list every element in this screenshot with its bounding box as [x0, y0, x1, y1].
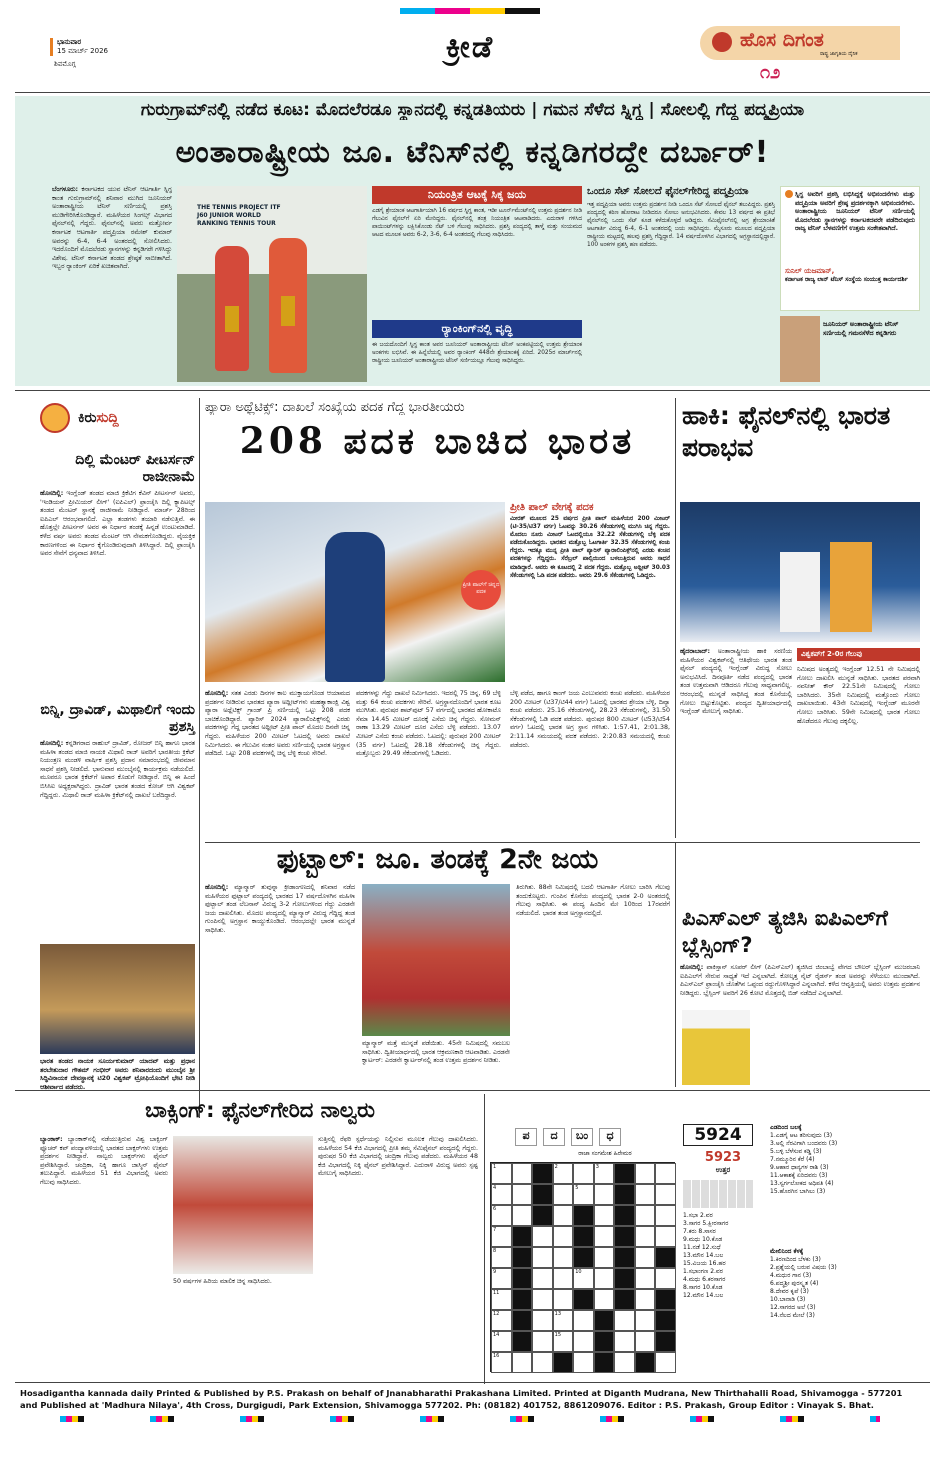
imprint-line-2: and Published at 'Madhura Nilaya', 4th Cross, Durgigudi, Park Extension, Shivamogga 577202. Ph: (08182) 401752, 8861209076. Editor : P.S. Prakash, Group Editor : Vinayak S. Bhat.: [20, 1400, 874, 1410]
crossword-cell-number: 15: [554, 1332, 562, 1338]
brief2-title: ಬಿನ್ನಿ, ದ್ರಾವಿಡ್, ಮಿಥಾಲಿಗೆ ಇಂದು ಪ್ರಶಸ್ತಿ: [40, 702, 195, 735]
crossword-cell[interactable]: [553, 1247, 574, 1268]
crossword-cell[interactable]: [635, 1289, 656, 1310]
section-title: ಕ್ರೀಡೆ: [445, 30, 495, 65]
crossword-block: [614, 1226, 635, 1247]
hockey-score-badge: ವಿಶ್ವಕಪ್‌ಗೆ 2-0ರ ಗೆಲುವು: [797, 648, 920, 661]
crossword-cell[interactable]: [553, 1310, 574, 1331]
crossword-cell[interactable]: [655, 1352, 676, 1373]
boxing-col1: [40, 1136, 168, 1372]
clue-down: 14.ನೆಲದ ಮೇಲೆ (3): [770, 1312, 815, 1319]
crossword-block: [614, 1184, 635, 1205]
answer-entry: 4.ಮಧು 6.ಕರಸಾಗರ: [683, 1276, 726, 1283]
crossword-cell[interactable]: [553, 1289, 574, 1310]
preethi-side-title: ಪ್ರೀತಿ ಪಾಲ್ ವೇಗಕ್ಕೆ ಪದಕ: [510, 502, 594, 513]
across-title: ಎಡದಿಂದ ಬಲಕ್ಕೆ: [770, 1124, 802, 1131]
crossword-cell-number: 9: [493, 1269, 497, 1275]
quote-box: [780, 186, 920, 311]
football-dateline: ಹೊಸದಿಲ್ಲಿ:: [205, 884, 229, 891]
answer-number: 5923: [704, 1150, 742, 1165]
crossword-cell[interactable]: [594, 1163, 615, 1184]
crossword-cell[interactable]: [532, 1331, 553, 1352]
player-jersey-45: [780, 552, 820, 632]
crossword-cell[interactable]: [614, 1352, 635, 1373]
header-day: ಭಾನುವಾರ: [57, 38, 82, 46]
crossword-cell[interactable]: [553, 1331, 574, 1352]
brief2-body: [40, 740, 195, 920]
crossword-cell[interactable]: [573, 1331, 594, 1352]
crossword-title: [515, 1128, 675, 1146]
psl-dateline: ಹೊಸದಿಲ್ಲಿ:: [680, 964, 704, 971]
crossword-cell[interactable]: [573, 1268, 594, 1289]
box2-title: ರ್‍ಯಾಂಕಿಂಗ್‌ನಲ್ಲಿ ವೃದ್ಧಿ: [372, 320, 582, 338]
answer-entry: 9.ಮಧು 10.ಕೊಡ: [683, 1236, 723, 1243]
crossword-block: [655, 1310, 676, 1331]
crossword-block: [512, 1331, 533, 1352]
box1-text: ಎಡಗೈ ಶ್ರೇಯಾಂಕ ಆಟಗಾರ್ತಿಯಾಗಿ 16 ವರ್ಷದ ಸ್ನಿಗ್ಧ ಕಾಂತ, ಇಡೀ ಟೂರ್ನ್‌ಮೆಂಟ್‌ನಲ್ಲಿ ಉತ್ತಮ ಪ್ರದರ್ಶನ ನೀಡಿ ಗೆಲುವಿನ ಫೈನಲ್‌ಗೆ ಏರಿ ಮೇರಿದ್ದರು. ಫೈನಲ್‌ನಲ್ಲಿ ತಂತ್ರ ನಿಯಂತ್ರಿತ ಆಟವಾಡಿದರು. ಎದುರಾಳಿ ಗಳಿಸಿದ ಪಾಯಿಂಟ್‌ಗಳನ್ನು ಲಕ್ಷಿಸಿಕೊಂಡು ನೆಟ್ ಬಳಿ ಗೆಲುವು ಸಾಧಿಸಿದರು. ಪ್ರಶಸ್ತಿ ಪಂದ್ಯದಲ್ಲಿ ತಾಳ್ಮೆ ಮತ್ತು ಸಂಯಮದ ಆಟದ ಮೂಲಕ ಅವರು 6-2, 3-6, 6-4 ಅಂತರದಲ್ಲಿ ಗೆಲುವು ಸಾಧಿಸಿದರು.: [372, 208, 582, 238]
crossword-cell[interactable]: [635, 1331, 656, 1352]
clue-across: 5.ಬಳ್ಳಿ ಬೆಳೆಸುವ ಕಡ್ಡಿ (3): [770, 1148, 822, 1155]
answer-label: ಉತ್ತರ: [715, 1166, 731, 1174]
crossword-cell-number: 5: [575, 1185, 579, 1191]
preethi-side-text: ಮೀರತ್ ಮೂಲದ 25 ವರ್ಷದ ಪ್ರೀತಿ ಪಾಲ್ ಮಹಿಳೆಯರ 200 ಮೀಟರ್ (ಟಿ-35/ಟಿ37 ವರ್ಗ) ಓಟವನ್ನು 30.26 ಸೆಕೆಂಡುಗಳಲ್ಲಿ ಮುಗಿಸಿ ಚಿನ್ನ ಗೆದ್ದರು. ಮೊದಲು ನೂರು ಮೀಟರ್ ಓಟದಲ್ಲಿಯೂ 32.22 ಸೆಕೆಂಡುಗಳಲ್ಲಿ ಬೆಳ್ಳಿ ಪದಕ ಪಡೆದುಕೊಂಡಿದ್ದರು. ಭಾರತದ ಮತ್ತೊಬ್ಬ ಓಟಗಾರ್ತಿ 32.35 ಸೆಕೆಂಡುಗಳಲ್ಲಿ ಕಂಚು ಗೆದ್ದರು. ಇದಕ್ಕೂ ಮುನ್ನ ಪ್ರೀತಿ ಪಾಲ್ ಪ್ಯಾರಿಸ್ ಪ್ಯಾರಾಲಿಂಪಿಕ್ಸ್‌ನಲ್ಲಿ ಎರಡು ಕಂಚಿನ ಪದಕಗಳನ್ನು ಗೆದ್ದಿದ್ದರು. ಸೆರೆಬ್ರಲ್ ಪಾಲ್ಸಿಯಿಂದ ಬಳಲುತ್ತಿರುವ ಅವರು ಸಾಧನೆ ಮಾಡಿದ್ದಾರೆ. ಅವರು ಈ ಕೂಟದಲ್ಲಿ 2 ಪದಕ ಗೆದ್ದರು. ಮತ್ತೊಬ್ಬ ಅಥ್ಲೀಟ್ 30.03 ಸೆಕೆಂಡುಗಳಲ್ಲಿ ಓಡಿ ಪದಕ ಪಡೆದರು. ಅವರು 29.6 ಸೆಕೆಂಡುಗಳಲ್ಲಿ ಓಡಿದ್ದರು.: [510, 516, 670, 579]
quote-author: ಸುನಿಲ್ ಯಜಮಾನ್,: [785, 267, 835, 275]
boxing-dateline: ಬ್ಯಾಂಕಾಕ್:: [40, 1136, 63, 1143]
box1-title: ನಿಯಂತ್ರಿತ ಆಟಕ್ಕೆ ಸಿಕ್ಕ ಜಯ: [372, 186, 582, 204]
brief1-dateline: ಹೊಸದಿಲ್ಲಿ:: [40, 490, 64, 497]
siddhivinayak-photo: [40, 944, 195, 1054]
crossword-block: [655, 1331, 676, 1352]
crossword-block: [553, 1352, 574, 1373]
crossword-cell-number: 16: [493, 1353, 500, 1359]
crossword-cell-number: 10: [575, 1269, 582, 1275]
crossword-cell[interactable]: [491, 1184, 512, 1205]
crossword-cell[interactable]: [655, 1163, 676, 1184]
crossword-cell[interactable]: [553, 1205, 574, 1226]
crossword-block: [594, 1331, 615, 1352]
clues-down: [770, 1248, 922, 1380]
crossword-block: [614, 1289, 635, 1310]
crossword-cell[interactable]: [635, 1247, 656, 1268]
clue-down: 2.ಪ್ರಶ್ನೆಯಲ್ಲಿ ಬರುವ ವಿಷಯ (3): [770, 1264, 837, 1271]
para-kicker: ಪ್ಯಾರಾ ಅಥ್ಲೆಟಿಕ್ಸ್: ದಾಖಲೆ ಸಂಖ್ಯೆಯ ಪದಕ ಗೆದ್ದ ಭಾರತೀಯರು: [205, 400, 465, 415]
crossword-cell-number: 4: [493, 1185, 497, 1191]
tennis-winners-photo: [177, 186, 367, 382]
clue-across: 3.ಅಲ್ಲಿ ನೆರವಿಗಾಗಿ ಬಂದವರು (3): [770, 1140, 838, 1147]
logo-text: ಹೊಸ ದಿಗಂತ: [740, 29, 824, 51]
football-team-photo: [362, 884, 510, 1036]
page-number: ೧೨: [760, 62, 781, 83]
blessing-photo: [682, 1010, 750, 1085]
clue-down: 4.ಮಧುರ ಗಾನ (3): [770, 1272, 812, 1279]
crossword-block: [614, 1205, 635, 1226]
football-text1: ಮ್ಯಾನ್ಮಾರ್ ತುವುನ್ನಾ ಕ್ರೀಡಾಂಗಣದಲ್ಲಿ ಶನಿವಾರ ನಡೆದ ಮಹಿಳೆಯರ ಫುಟ್ಬಾಲ್ ಪಂದ್ಯದಲ್ಲಿ ಭಾರತದ 17 ವರ್ಷದೊಳಗಿನ ಮಹಿಳಾ ಫುಟ್ಬಾಲ್ ತಂಡ ಲೆಬನಾನ್ ವಿರುದ್ಧ 3-2 ಗೋಲುಗಳಿಂದ ಗೆದ್ದು ಎರಡನೇ ಜಯ ದಾಖಲಿಸಿತು. ಮೊದಲ ಪಂದ್ಯದಲ್ಲಿ ಮ್ಯಾನ್ಮಾರ್ ವಿರುದ್ಧ ಗೆದ್ದಿದ್ದ ತಂಡ ಗುಂಪಿನಲ್ಲಿ ಅಗ್ರಸ್ಥಾನ ಕಾಯ್ದುಕೊಂಡಿದೆ. ಆರಂಭದಲ್ಲೇ ಭಾರತ ಮುನ್ನಡೆ ಸಾಧಿಸಿತು.: [205, 884, 355, 934]
crossword-cell[interactable]: [512, 1184, 533, 1205]
crossword-cell[interactable]: [491, 1226, 512, 1247]
header-city: ಶಿವಮೊಗ್ಗ: [54, 60, 76, 68]
crossword-cell[interactable]: [573, 1163, 594, 1184]
football-col2: ಮ್ಯಾನ್ಮಾರ್ ಮತ್ತೆ ಮುನ್ನಡೆ ಪಡೆಯಿತು. 45ನೇ ನಿಮಿಷದಲ್ಲಿ ಸಮಬಲ ಸಾಧಿಸಿತು. ದ್ವಿತೀಯಾರ್ಧದಲ್ಲಿ ಭಾರತ ಆಕ್ರಮಣಕಾರಿ ಆಟವಾಡಿತು. ಎರಡನೇ ಕ್ವಾರ್ಟರ್: ಎರಡನೇ ಕ್ವಾರ್ಟರ್‌ನಲ್ಲಿ ತಂಡ ಉತ್ತಮ ಪ್ರದರ್ಶನ ನೀಡಿತು.: [362, 1040, 510, 1065]
lead-intro: [52, 186, 172, 381]
header-date: 15 ಮಾರ್ಚ್ 2026: [57, 47, 108, 55]
header-date-block: [50, 38, 140, 69]
hand-icon: [40, 403, 70, 433]
answer-entry: 3.ಸಾಗರ 5.ಕ್ಷೀರಸಾಗರ: [683, 1220, 729, 1227]
logo-tagline: ರಾಷ್ಟ್ರ ಜಾಗೃತಿಯ ದೈನಿಕ: [820, 51, 858, 57]
lead-photo-caption: ಜೂನಿಯರ್ ಅಂತಾರಾಷ್ಟ್ರೀಯ ಟೆನಿಸ್ ಸರ್ಣಿಯಲ್ಲಿ ಗಮನಸೆಳೆದ ಕನ್ನಡಿಗರು: [823, 320, 899, 337]
crossword-cell[interactable]: [532, 1310, 553, 1331]
para-dateline: ಹೊಸದಿಲ್ಲಿ:: [205, 690, 229, 697]
crossword-cell[interactable]: [594, 1205, 615, 1226]
crossword-cell[interactable]: [491, 1310, 512, 1331]
crossword-cell[interactable]: [594, 1247, 615, 1268]
clue-down: 8.ದೇವರ ಕೃಪೆ (3): [770, 1288, 809, 1295]
quote-icon: [785, 190, 793, 198]
answer-entry: 15.ವಿಜಯ 16.ಹರ: [683, 1260, 726, 1267]
crossword-cell[interactable]: [512, 1205, 533, 1226]
crossword-cell-number: 2: [554, 1164, 558, 1170]
clue-across: 13.ಸ್ವರ್ಗಲೋಕದ ಅಧಿಪತಿ (4): [770, 1180, 834, 1187]
crossword-block: [512, 1268, 533, 1289]
clue-across: 11.ಆಕಾಶಕ್ಕೆ ಏರಿದವನು (3): [770, 1172, 828, 1179]
hockey-dateline: ಹೈದರಾಬಾದ್:: [680, 648, 711, 655]
box2-text: ಈ ಜಯದೊಂದಿಗೆ ಸ್ನಿಗ್ಧ ಕಾಂತ ಅವರ ಜೂನಿಯರ್ ಅಂತಾರಾಷ್ಟ್ರೀಯ ಟೆನಿಸ್ ಅಂಕಪಟ್ಟಿಯಲ್ಲಿ ಉತ್ತಮ ಶ್ರೇಯಾಂಕ ಅಂಕಗಳು ಲಭಿಸಿವೆ. ಈ ಹಿನ್ನೆಲೆಯಲ್ಲಿ ಅವರ ರ್‍ಯಾಂಕಿಂಗ್ 448ನೇ ಶ್ರೇಯಾಂಕಕ್ಕೆ ಏರಿದೆ. 2025ರ ಮಾರ್ಚ್‌ನಲ್ಲಿ ರಾಷ್ಟ್ರೀಯ ಜೂನಿಯರ್ ಅಂತಾರಾಷ್ಟ್ರೀಯ ಟೆನಿಸ್ ಸರ್ಣಿಯಲ್ಲೂ ಗೆಲುವು ಸಾಧಿಸಿದ್ದರು.: [372, 342, 582, 364]
puzzle-number: 5924: [683, 1124, 753, 1146]
crossword-author: ರಾಜಾ ಸಂಗಮೇಶ ಹಿರೇಮಠ: [578, 1150, 632, 1157]
crossword-block: [614, 1268, 635, 1289]
crossword-title-c: ಬಂ: [571, 1128, 593, 1146]
football-col1: [205, 884, 355, 1084]
crossword-cell-number: 8: [493, 1248, 497, 1254]
crossword-cell-number: 1: [493, 1164, 497, 1170]
crossword-cell-number: 3: [595, 1164, 599, 1170]
crossword-block: [532, 1205, 553, 1226]
crossword-block: [512, 1226, 533, 1247]
crossword-cell[interactable]: [635, 1163, 656, 1184]
crossword-cell[interactable]: [491, 1289, 512, 1310]
crossword-cell[interactable]: [573, 1352, 594, 1373]
boxing-photo-caption: 50 ವರ್ಷಗಳ ಹಿರಿಯ ಮಾಲಿಕ ಚಿನ್ನ ಸಾಧಿಸಿದರು.: [173, 1278, 272, 1285]
crossword-cell[interactable]: [553, 1268, 574, 1289]
hockey-text1: ಅಂತಾರಾಷ್ಟ್ರೀಯ ಹಾಕಿ ಸರಣಿಯ ಮಹಿಳೆಯರ ವಿಶ್ವಕಪ್‌ನಲ್ಲಿ ಆತಿಥೇಯ ಭಾರತ ತಂಡ ಫೈನಲ್ ಪಂದ್ಯದಲ್ಲಿ ಇಂಗ್ಲೆಂಡ್ ವಿರುದ್ಧ ಸೋಲು ಅನುಭವಿಸಿದೆ. ದಿನಪೂರ್ತಿ ನಡೆದ ಪಂದ್ಯದಲ್ಲಿ ಭಾರತ ತಂಡ ಉತ್ತಮವಾಗಿ ಆಡಿದರೂ ಗೆಲುವು ಸಾಧ್ಯವಾಗಲಿಲ್ಲ. ಆರಂಭದಲ್ಲಿ ಮುನ್ನಡೆ ಸಾಧಿಸಿದ್ದ ತಂಡ ಕೊನೆಯಲ್ಲಿ ಗೋಲು ಬಿಟ್ಟುಕೊಟ್ಟಿತು. ಪಂದ್ಯದ ದ್ವಿತೀಯಾರ್ಧದಲ್ಲಿ ಇಂಗ್ಲೆಂಡ್ ಮೇಲುಗೈ ಸಾಧಿಸಿತು.: [680, 648, 792, 716]
crossword-cell[interactable]: [512, 1163, 533, 1184]
athlete-figure: [325, 532, 385, 682]
para-col3: ಬೆಳ್ಳಿ ಪಡೆದ, ಹಾಗೂ ಕಾಂಗ್ ಜಯ ಎಂಬುವವರು ಕಂಚು ಪಡೆದರು. ಮಹಿಳೆಯರ 200 ಮೀಟರ್ (ಟಿ37/ಟಿ44 ವರ್ಗ) ಓಟದಲ್ಲಿ ಭಾರತದ ಶ್ರೇಯಾ ಬೆಳ್ಳಿ, ದಿವ್ಯಾ ಕಂಚು ಪಡೆದರು. 25.16 ಸೆಕೆಂಡುಗಳಲ್ಲಿ, 28.23 ಸೆಕೆಂಡುಗಳಲ್ಲಿ, 31.50 ಸೆಕೆಂಡುಗಳಲ್ಲಿ ಓಡಿ ಪದಕ ಪಡೆದರು. ಪುರುಷರ 800 ಮೀಟರ್ (ಟಿ53/ಟಿ54 ವರ್ಗ) ಓಟದಲ್ಲಿ ಭಾರತ ಅಗ್ರ ಸ್ಥಾನ ಗಳಿಸಿತು. 1:57.41, 2:01.38, 2:11.14 ಸಮಯದಲ್ಲಿ ಪದಕ ಪಡೆದರು. 2:20.83 ಸಮಯದಲ್ಲಿ ಕಂಚು ಪಡೆದರು.: [510, 690, 670, 749]
lead-intro-text: ಕರ್ನಾಟಕದ ಯುವ ಟೆನಿಸ್ ಆಟಗಾರ್ತಿ ಸ್ನಿಗ್ಧ ಕಾಂತ ಗುರುಗ್ರಾಮ್‌ನಲ್ಲಿ ಶನಿವಾರ ಮುಗಿದ ಜೂನಿಯರ್ ಅಂತಾರಾಷ್ಟ್ರೀಯ ಟೆನಿಸ್ ಸರ್ಣಿಯಲ್ಲಿ ಪ್ರಶಸ್ತಿ ಮುಡಿಗೇರಿಸಿಕೊಂಡಿದ್ದಾರೆ. ಮಹಿಳೆಯರ ಸಿಂಗಲ್ಸ್ ವಿಭಾಗದ ಫೈನಲ್‌ನಲ್ಲಿ ಗೆದ್ದರು. ಫೈನಲ್‌ನಲ್ಲಿ ಅವರು ಮತ್ತೋರ್ವ ಕರ್ನಾಟಕ ಆಟಗಾರ್ತಿ ಪದ್ಮಪ್ರಿಯಾ ರಮೇಶ್ ಕುಮಾರ್ ಅವರನ್ನು 6-4, 6-4 ಅಂತರದಲ್ಲಿ ಸೋಲಿಸಿದರು. ಇದರೊಂದಿಗೆ ಮೊದಲೆರಡು ಸ್ಥಾನಗಳನ್ನು ಕನ್ನಡಿಗರೇ ಗಳಿಸಿದ್ದು ವಿಶೇಷ. ಟೆನಿಸ್ ಕರ್ನಾಟಕ ತಂಡದ ಶ್ರೇಷ್ಠತೆ ಸಾಬೀತಾಗಿದೆ. ಇಬ್ಬರ ರ್‍ಯಾಂಕಿಂಗ್ ಏರಿಕೆ ಖಚಿತವಾಗಿದೆ.: [52, 186, 172, 271]
crossword-block: [573, 1226, 594, 1247]
answer-grid: [683, 1180, 753, 1208]
boxing-col2: ಸುತ್ತಿನಲ್ಲಿ ರೆಫರಿ ಸ್ಪರ್ಧೆಯನ್ನು ನಿಲ್ಲಿಸುವ ಮೂಲಕ ಗೆಲುವು ದಾಖಲಿಸಿದರು. ಮಹಿಳೆಯರ 54 ಕೆಜಿ ವಿಭಾಗದಲ್ಲಿ ಪ್ರೀತಿ ತಮ್ಮ ಸೆಮಿಫೈನಲ್ ಪಂದ್ಯದಲ್ಲಿ ಗೆದ್ದರು. ಪುರುಷರ 50 ಕೆಜಿ ವಿಭಾಗದಲ್ಲಿ ಚಂದ್ರಿಕಾ ಗೆಲುವು ಪಡೆದರು. ಮಹಿಳೆಯರ 48 ಕೆಜಿ ವಿಭಾಗದಲ್ಲಿ ನಿಕ್ಕಿ ಫೈನಲ್ ಪ್ರವೇಶಿಸಿದ್ದಾರೆ. ಎದುರಾಳಿ ವಿರುದ್ಧ ಅವರು ಸ್ಪಷ್ಟ ಮೇಲುಗೈ ಸಾಧಿಸಿದರು.: [318, 1136, 478, 1178]
crossword-block: [512, 1289, 533, 1310]
answer-entry: 13.ಮೌನ 14.ಬಲ: [683, 1252, 724, 1259]
crossword-block: [614, 1247, 635, 1268]
crossword-block: [532, 1163, 553, 1184]
crossword-block: [655, 1247, 676, 1268]
player-portrait: [780, 316, 820, 382]
trophy-icon-2: [281, 296, 295, 326]
crossword-cell[interactable]: [491, 1247, 512, 1268]
crossword-cell[interactable]: [594, 1184, 615, 1205]
controlled-play-box: [372, 186, 582, 382]
brief2-text: ಕನ್ನಡಿಗರಾದ ರಾಹುಲ್ ದ್ರಾವಿಡ್, ರೋಜರ್ ಬಿನ್ನಿ ಹಾಗೂ ಭಾರತ ಮಹಿಳಾ ತಂಡದ ಮಾಜಿ ನಾಯಕಿ ಮಿಥಾಲಿ ರಾಜ್ ಅವರಿಗೆ ಭಾರತೀಯ ಕ್ರಿಕೆಟ್ ನಿಯಂತ್ರಣ ಮಂಡಳಿ ವಾರ್ಷಿಕ ಪ್ರಶಸ್ತಿ ಪ್ರದಾನ ಸಮಾರಂಭದಲ್ಲಿ ಜೀವಮಾನ ಸಾಧನೆ ಪ್ರಶಸ್ತಿ ನೀಡಲಿದೆ. ಭಾನುವಾರ ಮುಂಬೈನಲ್ಲಿ ಕಾರ್ಯಕ್ರಮ ನಡೆಯಲಿದೆ. ಮೂವರೂ ಭಾರತ ಕ್ರಿಕೆಟ್‌ಗೆ ಅಪಾರ ಕೊಡುಗೆ ನೀಡಿದ್ದಾರೆ. ಬಿನ್ನಿ ಈ ಹಿಂದೆ ಬಿಸಿಸಿಐ ಅಧ್ಯಕ್ಷರಾಗಿದ್ದರು. ದ್ರಾವಿಡ್ ಭಾರತ ತಂಡದ ಕೋಚ್ ಆಗಿ ವಿಶ್ವಕಪ್ ಗೆದ್ದಿದ್ದರು. ಮಿಥಾಲಿ ರಾಜ್ ಮಹಿಳಾ ಕ್ರಿಕೆಟ್‌ನಲ್ಲಿ ದಾಖಲೆ ಬರೆದಿದ್ದಾರೆ.: [40, 740, 195, 799]
crossword-block: [512, 1247, 533, 1268]
crossword-cell[interactable]: [553, 1226, 574, 1247]
crossword-grid[interactable]: [490, 1162, 675, 1372]
crossword-block: [594, 1310, 615, 1331]
answer-entry: 7.ಕರು 8.ಸಾಸರ: [683, 1228, 716, 1235]
crossword-cell[interactable]: [635, 1184, 656, 1205]
crossword-block: [655, 1289, 676, 1310]
crossword-cell[interactable]: [635, 1226, 656, 1247]
crossword-title-b: ದ: [543, 1128, 565, 1146]
crossword-cell[interactable]: [553, 1163, 574, 1184]
crossword-cell[interactable]: [532, 1352, 553, 1373]
answer-entry: 1.ಸಭಾಂಗಣ 2.ವರ: [683, 1268, 723, 1275]
box3-title: ಒಂದೂ ಸೆಟ್ ಸೋಲದೆ ಫೈನಲ್‌ಗೇರಿದ್ದ ಪದ್ಮಪ್ರಿಯಾ: [587, 186, 749, 197]
quote-role: ಕರ್ನಾಟಕ ರಾಜ್ಯ ಲಾನ್ ಟೆನಿಸ್ ಸಂಸ್ಥೆಯ ಸಂಯುಕ್ತ ಕಾರ್ಯದರ್ಶಿ: [785, 276, 908, 283]
clue-down: 10.ಬಾನಾಡಿ (3): [770, 1296, 806, 1303]
preethi-pal-photo: [205, 502, 505, 682]
crossword-cell[interactable]: [553, 1184, 574, 1205]
crossword-cell[interactable]: [532, 1289, 553, 1310]
padmapriya-box: [587, 186, 775, 382]
answer-across-list: [683, 1212, 763, 1380]
photo-banner-text: THE TENNIS PROJECT ITF J60 JUNIOR WORLD RANKING TENNIS TOUR: [197, 204, 281, 227]
badge-text: ಪ್ರೀತಿ ಪಾಲ್‌ಗೆ ಚಿನ್ನದ ಪದಕ: [462, 582, 500, 595]
crossword-cell[interactable]: [491, 1163, 512, 1184]
hockey-col1: [680, 648, 792, 838]
crossword-cell[interactable]: [532, 1247, 553, 1268]
brief2-dateline: ಹೊಸದಿಲ್ಲಿ:: [40, 740, 64, 747]
psl-text: ಪಾಕಿಸ್ತಾನ್ ಸೂಪರ್ ಲೀಗ್ (ಪಿಎಸ್‌ಎಲ್) ತ್ಯಜಿಸಿದ ಜಿಂಬಾಬ್ವೆ ವೇಗದ ಬೌಲರ್ ಬ್ಲೆಸ್ಸಿಂಗ್ ಮುಜರಬಾನಿ ಐಪಿಎಲ್‌ಗೆ ಸೇರುವ ಸಾಧ್ಯತೆ ಇದೆ ಎನ್ನಲಾಗಿದೆ. ಕೋಲ್ಕತ್ತ ನೈಟ್ ರೈಡರ್ಸ್ ತಂಡ ಅವರನ್ನು ಸೆಳೆಯಲು ಮುಂದಾಗಿದೆ. ಪಿಎಸ್‌ಎಲ್ ಫ್ರಾಂಚೈಸಿ ಜೊತೆಗಿನ ಒಪ್ಪಂದ ರದ್ದುಗೊಳಿಸಿದ್ದಾರೆ ಎನ್ನಲಾಗಿದೆ. ಕಳೆದ ಆವೃತ್ತಿಯಲ್ಲಿ ಅವರು ಉತ್ತಮ ಪ್ರದರ್ಶನ ನೀಡಿದ್ದರು. ಬ್ಲೆಸ್ಸಿಂಗ್ ಅವರಿಗೆ 26 ಕೋಟಿ ಮೊತ್ತದಲ್ಲಿ ಬಿಡ್ ನಡೆದಿದೆ ಎನ್ನಲಾಗಿದೆ.: [680, 964, 920, 997]
down-title: ಮೇಲಿನಿಂದ ಕೆಳಕ್ಕೆ: [770, 1248, 804, 1255]
clue-across: 9.ಆಹಾರ ಧಾನ್ಯಗಳ ರಾಶಿ (3): [770, 1164, 829, 1171]
psl-headline: ಪಿಎಸ್‌ಎಲ್ ತ್ಯಜಿಸಿ ಐಪಿಎಲ್‌ಗೆ ಬ್ಲೆಸ್ಸಿಂಗ್?: [682, 906, 888, 957]
crossword-cell[interactable]: [635, 1310, 656, 1331]
brief1-text: ಇಂಗ್ಲೆಂಡ್ ತಂಡದ ಮಾಜಿ ಕ್ರಿಕೆಟಿಗ ಕೆವಿನ್ ಪೀಟರ್ಸನ್ ಅವರು, 'ಇಂಡಿಯನ್ ಪ್ರೀಮಿಯರ್ ಲೀಗ್' (ಐಪಿಎಲ್) ಫ್ರಾಂಚೈಸಿ ದಿಲ್ಲಿ ಕ್ಯಾಪಿಟಲ್ಸ್ ತಂಡದ ಮೆಂಟರ್ ಸ್ಥಾನಕ್ಕೆ ರಾಜೀನಾಮೆ ನೀಡಿದ್ದಾರೆ. ಮಾರ್ಚ್ 28ರಿಂದ ಐಪಿಎಲ್ ಆರಂಭವಾಗಲಿದೆ. ಎಲ್ಲಾ ತಂಡಗಳು ತಯಾರಿ ನಡೆಸುತ್ತಿವೆ. ಈ ಹೊತ್ತಲ್ಲೇ ಪೀಟರ್ಸನ್ ಅವರ ಈ ನಿರ್ಧಾರ ತಂಡಕ್ಕೆ ಹಿನ್ನಡೆ ಉಂಟುಮಾಡಿದೆ. ಕಳೆದ ವರ್ಷ ಅವರು ತಂಡದ ಮೆಂಟರ್ ಆಗಿ ನೇಮಕಗೊಂಡಿದ್ದರು. ವೈಯಕ್ತಿಕ ಕಾರಣಗಳಿಂದ ಈ ನಿರ್ಧಾರ ಕೈಗೊಂಡಿರುವುದಾಗಿ ತಿಳಿಸಿದ್ದಾರೆ. ದಿಲ್ಲಿ ಫ್ರಾಂಚೈಸಿ ಅವರ ಸೇವೆಗೆ ಧನ್ಯವಾದ ತಿಳಿಸಿದೆ.: [40, 490, 195, 558]
registration-mark-top: [400, 8, 540, 14]
lead-strap: ಗುರುಗ್ರಾಮ್‌ನಲ್ಲಿ ನಡೆದ ಕೂಟ: ಮೊದಲೆರಡೂ ಸ್ಥಾನದಲ್ಲಿ ಕನ್ನಡತಿಯರು | ಗಮನ ಸೆಳೆದ ಸ್ನಿಗ್ಧ | ಸೋಲಲ್ಲಿ ಗೆದ್ದ ಪದ್ಮಪ್ರಿಯಾ: [140, 100, 805, 120]
crossword-cell[interactable]: [614, 1310, 635, 1331]
football-col3: ತಿರುಗಿತು. 88ನೇ ನಿಮಿಷದಲ್ಲಿ ಬದಲಿ ಆಟಗಾರ್ತಿ ಗೋಲು ಬಾರಿಸಿ ಗೆಲುವು ತಂದುಕೊಟ್ಟರು. ಗುಂಪಿನ ಕೊನೆಯ ಪಂದ್ಯದಲ್ಲಿ ಭಾರತ 2-0 ಅಂತರದಲ್ಲಿ ಗೆಲುವು ಸಾಧಿಸಿತು. ಈ ಪಂದ್ಯ ಹಿಂದಿನ ಮೇ 10ರಿಂದ 17ರವರೆಗೆ ನಡೆಯಲಿದೆ. ಭಾರತ ತಂಡ ಅಗ್ರಸ್ಥಾನದಲ್ಲಿದೆ.: [516, 884, 670, 917]
boxing-text1: ಬ್ಯಾಂಕಾಕ್‌ನಲ್ಲಿ ನಡೆಯುತ್ತಿರುವ ವಿಶ್ವ ಬಾಕ್ಸಿಂಗ್ ಫ್ಯೂಚರ್ ಕಪ್ ಪಂದ್ಯಾವಳಿಯಲ್ಲಿ ಭಾರತದ ಬಾಕ್ಸರ್‌ಗಳು ಉತ್ತಮ ಪ್ರದರ್ಶನ ನೀಡಿದ್ದಾರೆ. ನಾಲ್ವರು ಬಾಕ್ಸರ್‌ಗಳು ಫೈನಲ್ ಪ್ರವೇಶಿಸಿದ್ದಾರೆ. ಚಂದ್ರಿಕಾ, ನಿಕ್ಕಿ ಹಾಗೂ ಜಾಸ್ಮಿನ್ ಫೈನಲ್ ತಲುಪಿದ್ದಾರೆ. ಮಹಿಳೆಯರ 51 ಕೆಜಿ ವಿಭಾಗದಲ್ಲಿ ಅವರು ಗೆಲುವು ಸಾಧಿಸಿದರು.: [40, 1136, 168, 1186]
answer-entry: 11.ನಡೆ 12.ಸುಧೆ: [683, 1244, 721, 1251]
para-text1: ಸತತ ಎರಡು ದಿನಗಳ ಕಾಲ ಮುಕ್ತಾಯಗೊಂಡ ಆಯಾಮದ ಪ್ರದರ್ಶನ ನೀಡಿರುವ ಭಾರತದ ಪ್ಯಾರಾ ಅಥ್ಲೀಟ್‌ಗಳು ಮಹತ್ವಾಕಾಂಕ್ಷಿ ವಿಶ್ವ ಪ್ಯಾರಾ ಅಥ್ಲೆಟಿಕ್ಸ್ ಗ್ರಾಂಡ್ ಪ್ರಿ ಸರ್ಣಿಯಲ್ಲಿ ಒಟ್ಟು 208 ಪದಕ ಬಾಚಿಕೊಂಡಿದ್ದಾರೆ. ಪ್ಯಾರಿಸ್ 2024 ಪ್ಯಾರಾಲಿಂಪಿಕ್ಸ್‌ನಲ್ಲಿ ಎರಡು ಪದಕಗಳನ್ನು ಗೆದ್ದ ಭಾರತದ ಅಥ್ಲೀಟ್ ಪ್ರೀತಿ ಪಾಲ್ ಮೊದಲ ದಿನವೇ ಚಿನ್ನ ಗೆದ್ದರು. ಮಹಿಳೆಯರ 200 ಮೀಟರ್ ಓಟದಲ್ಲಿ ಅವರು ದಾಖಲೆ ನಿರ್ಮಿಸಿದರು. ಈ ಗೆಲುವಿನ ನಂತರ ಅವರು ಸರ್ಣಿಯಲ್ಲಿ ಭಾರತ ಅಗ್ರಸ್ಥಾನ ಪಡೆದಿದೆ. ಒಟ್ಟು 208 ಪದಕಗಳಲ್ಲಿ ಚಿನ್ನ ಬೆಳ್ಳಿ ಕಂಚು ಸೇರಿವೆ.: [205, 690, 350, 758]
clues-across: [770, 1124, 922, 1244]
crossword-cell-number: 12: [493, 1311, 500, 1317]
crossword-cell[interactable]: [594, 1268, 615, 1289]
crossword-block: [532, 1184, 553, 1205]
para-col1: [205, 690, 350, 840]
crossword-cell[interactable]: [594, 1226, 615, 1247]
crossword-title-d: ಧ: [599, 1128, 621, 1146]
crossword-block: [573, 1289, 594, 1310]
crossword-cell[interactable]: [635, 1268, 656, 1289]
logo-lotus-icon: [712, 32, 732, 52]
player-jersey-2: [830, 542, 872, 632]
trophy-icon: [225, 306, 239, 332]
crossword-cell[interactable]: [635, 1205, 656, 1226]
hockey-team-photo: [680, 502, 920, 642]
crossword-cell[interactable]: [512, 1352, 533, 1373]
clue-across: 1.ಎಡಗೈ ಆಟ ತರಿಸುವುದು (3): [770, 1132, 833, 1139]
crossword-block: [614, 1163, 635, 1184]
clue-across: 15.ಹೊರಗಿನ ಬಾಗಿಲು (3): [770, 1188, 826, 1195]
crossword-cell[interactable]: [491, 1331, 512, 1352]
brief1-title: ದಿಲ್ಲಿ ಮೆಂಟರ್ ಪೀಟರ್ಸನ್ ರಾಜೀನಾಮೆ: [75, 452, 195, 485]
clue-across: 7.ನಮ್ಮೂರಿನ ಕೆರೆ (4): [770, 1156, 815, 1163]
crossword-cell-number: 11: [493, 1290, 500, 1296]
imprint-line-1: Hosadigantha kannada daily Printed & Published by P.S. Prakash on behalf of Jnanabharathi Prakashana Limited. Printed at Diganth Mudrana, New Thirthahalli Road, Shivamogga - 577201: [20, 1388, 903, 1398]
masthead-logo: [700, 26, 900, 60]
para-headline: 208 ಪದಕ ಬಾಚಿದ ಭಾರತ: [239, 420, 636, 462]
crossword-cell[interactable]: [655, 1184, 676, 1205]
gold-medal-badge: [461, 570, 501, 610]
crossword-cell[interactable]: [655, 1268, 676, 1289]
crossword-cell[interactable]: [491, 1205, 512, 1226]
kirusuddi-label-b: ಸುದ್ದಿ: [96, 410, 119, 426]
crossword-cell[interactable]: [573, 1184, 594, 1205]
boxing-team-photo: [173, 1136, 313, 1274]
crossword-cell-number: 13: [554, 1311, 562, 1317]
crossword-cell-number: 6: [493, 1206, 497, 1212]
crossword-block: [594, 1352, 615, 1373]
box3-text: ಇತ್ತ ಪದ್ಮಪ್ರಿಯಾ ಅವರು ಉತ್ತಮ ಪ್ರದರ್ಶನ ನೀಡಿ ಒಂದೂ ಸೆಟ್ ಸೋಲದೆ ಫೈನಲ್ ತಲುಪಿದ್ದರು. ಪ್ರಶಸ್ತಿ ಪಂದ್ಯದಲ್ಲಿ ಕಠಿಣ ಹೋರಾಟ ನೀಡಿದರೂ ಸೋಲು ಅನುಭವಿಸಿದರು. ಕೇವಲ 13 ವರ್ಷದ ಈ ಪ್ರತಿಭೆ ಫೈನಲ್‌ನಲ್ಲಿ ಒಂದು ಸೆಟ್ ಕೂಡ ಕಳೆದುಕೊಳ್ಳದೆ ಆಡಿದ್ದರು. ಸೆಮಿಫೈನಲ್‌ನಲ್ಲಿ ಅಗ್ರ ಶ್ರೇಯಾಂಕಿತೆ ಆಟಗಾರ್ತಿ ವಿರುದ್ಧ 6-4, 6-1 ಅಂತರದಲ್ಲಿ ಜಯ ಸಾಧಿಸಿದ್ದರು. ಮೈಸೂರು ಮೂಲದ ಪದ್ಮಪ್ರಿಯಾ ರಾಷ್ಟ್ರೀಯ ಮಟ್ಟದಲ್ಲಿ ಹಲವು ಪ್ರಶಸ್ತಿ ಗೆದ್ದಿದ್ದಾರೆ. 14 ವರ್ಷದೊಳಗಿನ ವಿಭಾಗದಲ್ಲಿ ಅಗ್ರಸ್ಥಾನದಲ್ಲಿದ್ದಾರೆ. 100 ಅಂಕಗಳ ಪ್ರಶಸ್ತಿ ಹಣ ಪಡೆದರು.: [587, 202, 775, 248]
crossword-cell[interactable]: [573, 1310, 594, 1331]
answer-entry: 12.ಮೌನ 14.ಬಲ: [683, 1292, 724, 1299]
registration-mark-bottom: [60, 1416, 880, 1422]
hockey-col2: ನಿಮಿಷದ ಅಂತ್ಯದಲ್ಲಿ ಇಂಗ್ಲೆಂಡ್ 12.51 ನೇ ನಿಮಿಷದಲ್ಲಿ ಗೋಲು ದಾಖಲಿಸಿ ಮುನ್ನಡೆ ಸಾಧಿಸಿತು. ಭಾರತದ ಪರವಾಗಿ ನವನೀತ್ ಕೌರ್ 22.51ನೇ ನಿಮಿಷದಲ್ಲಿ ಗೋಲು ಬಾರಿಸಿದರು. 35ನೇ ನಿಮಿಷದಲ್ಲಿ ಮತ್ತೊಂದು ಗೋಲು ದಾಖಲಾಯಿತು. 43ನೇ ನಿಮಿಷದಲ್ಲಿ ಇಂಗ್ಲೆಂಡ್ ಮೂರನೇ ಗೋಲು ಬಾರಿಸಿತು. 59ನೇ ನಿಮಿಷದಲ್ಲಿ ಭಾರತ ಗೋಲು ಹೊಡೆದರೂ ಗೆಲುವು ದಕ್ಕಲಿಲ್ಲ.: [797, 666, 920, 725]
kirusuddi-photo-caption: ಭಾರತ ತಂಡದ ನಾಯಕ ಸೂರ್ಯಕುಮಾರ್ ಯಾದವ್ ಮತ್ತು ಪ್ರಧಾನ ತರಬೇತುದಾರ ಗೌತಮ್ ಗಂಭೀರ್ ಅವರು ಶನಿವಾರದಂದು ಮುಂಬೈನ ಶ್ರೀ ಸಿದ್ಧಿವಿನಾಯಕ ದೇವಸ್ಥಾನಕ್ಕೆ ಟಿ20 ವಿಶ್ವಕಪ್ ಟ್ರೋಫಿಯೊಂದಿಗೆ ಭೇಟಿ ನೀಡಿ ಆಶೀರ್ವಾದ ಪಡೆದರು.: [40, 1058, 195, 1091]
crossword-cell-number: 7: [493, 1227, 497, 1233]
crossword-block: [573, 1247, 594, 1268]
quote-text: ಸ್ನಿಗ್ಧ ಅವರಿಗೆ ಪ್ರಶಸ್ತಿ ಲಭಿಸಿದ್ದಕ್ಕೆ ಅಭಿನಂದನೆಗಳು ಮತ್ತು ಪದ್ಮಪ್ರಿಯಾ ಅವರಿಗೆ ಶ್ರೇಷ್ಠ ಪ್ರದರ್ಶನಕ್ಕಾಗಿ ಅಭಿನಂದನೆಗಳು. ಅಂತಾರಾಷ್ಟ್ರೀಯ ಜೂನಿಯರ್ ಟೆನಿಸ್ ಸರ್ಣಿಯಲ್ಲಿ ಮೊದಲೆರಡು ಸ್ಥಾನಗಳನ್ನು ಕರ್ನಾಟಕದವರೇ ಪಡೆದಿರುವುದು ರಾಜ್ಯ ಟೆನಿಸ್ ಬೆಳವಣಿಗೆಗೆ ಉತ್ತಮ ಸಂಕೇತವಾಗಿದೆ.: [795, 191, 915, 232]
crossword-block: [573, 1205, 594, 1226]
crossword-cell[interactable]: [594, 1289, 615, 1310]
crossword-cell[interactable]: [614, 1331, 635, 1352]
brief1-body: [40, 490, 195, 696]
crossword-block: [635, 1352, 656, 1373]
crossword-cell-number: 14: [493, 1332, 500, 1338]
crossword-cell[interactable]: [655, 1205, 676, 1226]
lead-dateline: ಬೆಂಗಳೂರು:: [52, 186, 79, 193]
lead-headline: ಅಂತಾರಾಷ್ಟ್ರೀಯ ಜೂ. ಟೆನಿಸ್‌ನಲ್ಲಿ ಕನ್ನಡಿಗರದ್ದೇ ದರ್ಬಾರ್!: [175, 135, 770, 170]
clue-down: 1.ಕಿರಣದಿಂದ ಬೆಳಕು (3): [770, 1256, 821, 1263]
kirusuddi-label-a: ಕಿರು: [78, 410, 97, 426]
crossword-cell[interactable]: [491, 1352, 512, 1373]
answer-entry: 8.ಸಾಗರ 10.ಕೊಡ: [683, 1284, 723, 1291]
hockey-headline: ಹಾಕಿ: ಫೈನಲ್‌ನಲ್ಲಿ ಭಾರತ ಪರಾಭವ: [682, 401, 891, 462]
answer-entry: 1.ಸಭಾ 2.ವರ: [683, 1212, 713, 1219]
clue-down: 12.ಸಾಗರದ ಅಲೆ (3): [770, 1304, 816, 1311]
crossword-cell[interactable]: [532, 1268, 553, 1289]
clue-down: 6.ಪದ್ಮಶ್ರೀ ಪುರಸ್ಕೃತ (4): [770, 1280, 819, 1287]
boxing-headline: ಬಾಕ್ಸಿಂಗ್: ಫೈನಲ್‌ಗೇರಿದ ನಾಲ್ವರು: [145, 1098, 375, 1122]
crossword-cell[interactable]: [532, 1226, 553, 1247]
crossword-title-a: ಪ: [515, 1128, 537, 1146]
crossword-cell[interactable]: [655, 1226, 676, 1247]
crossword-block: [512, 1310, 533, 1331]
football-headline: ಫುಟ್ಬಾಲ್: ಜೂ. ತಂಡಕ್ಕೆ 2ನೇ ಜಯ: [276, 844, 599, 875]
crossword-cell[interactable]: [491, 1268, 512, 1289]
preethi-sidebar: [510, 502, 670, 682]
para-col2: ಪದಕಗಳನ್ನು ಗೆದ್ದು ದಾಖಲೆ ನಿರ್ಮಿಸಿದರು. ಇದರಲ್ಲಿ 75 ಚಿನ್ನ, 69 ಬೆಳ್ಳಿ ಮತ್ತು 64 ಕಂಚು ಪದಕಗಳು ಸೇರಿವೆ. ಅಗ್ರಸ್ಥಾನದೊಂದಿಗೆ ಭಾರತ ಕೂಟ ಮುಗಿಸಿತು. ಪುರುಷರ ಶಾಟ್‌ಪುಟ್ 57 ವರ್ಗದಲ್ಲಿ ಭಾರತದ ಹೋಕಾಟೊ ಸೆಮಾ 14.45 ಮೀಟರ್ ದೂರಕ್ಕೆ ಎಸೆದು ಚಿನ್ನ ಗೆದ್ದರು. ಸೋಮನ್ ರಾಣಾ 13.29 ಮೀಟರ್ ದೂರ ಎಸೆದು ಬೆಳ್ಳಿ ಪಡೆದರು. 13.07 ಮೀಟರ್ ಎಸೆದು ಕಂಚು ಪಡೆದರು. ಓಟದಲ್ಲಿ: ಪುರುಷರ 200 ಮೀಟರ್ (35 ವರ್ಗ) ಓಟದಲ್ಲಿ 28.18 ಸೆಕೆಂಡುಗಳಲ್ಲಿ ಚಿನ್ನ ಗೆದ್ದರು. ಮತ್ತೊಬ್ಬರು 29.49 ಸೆಕೆಂಡುಗಳಲ್ಲಿ ಓಡಿದರು.: [356, 690, 501, 758]
